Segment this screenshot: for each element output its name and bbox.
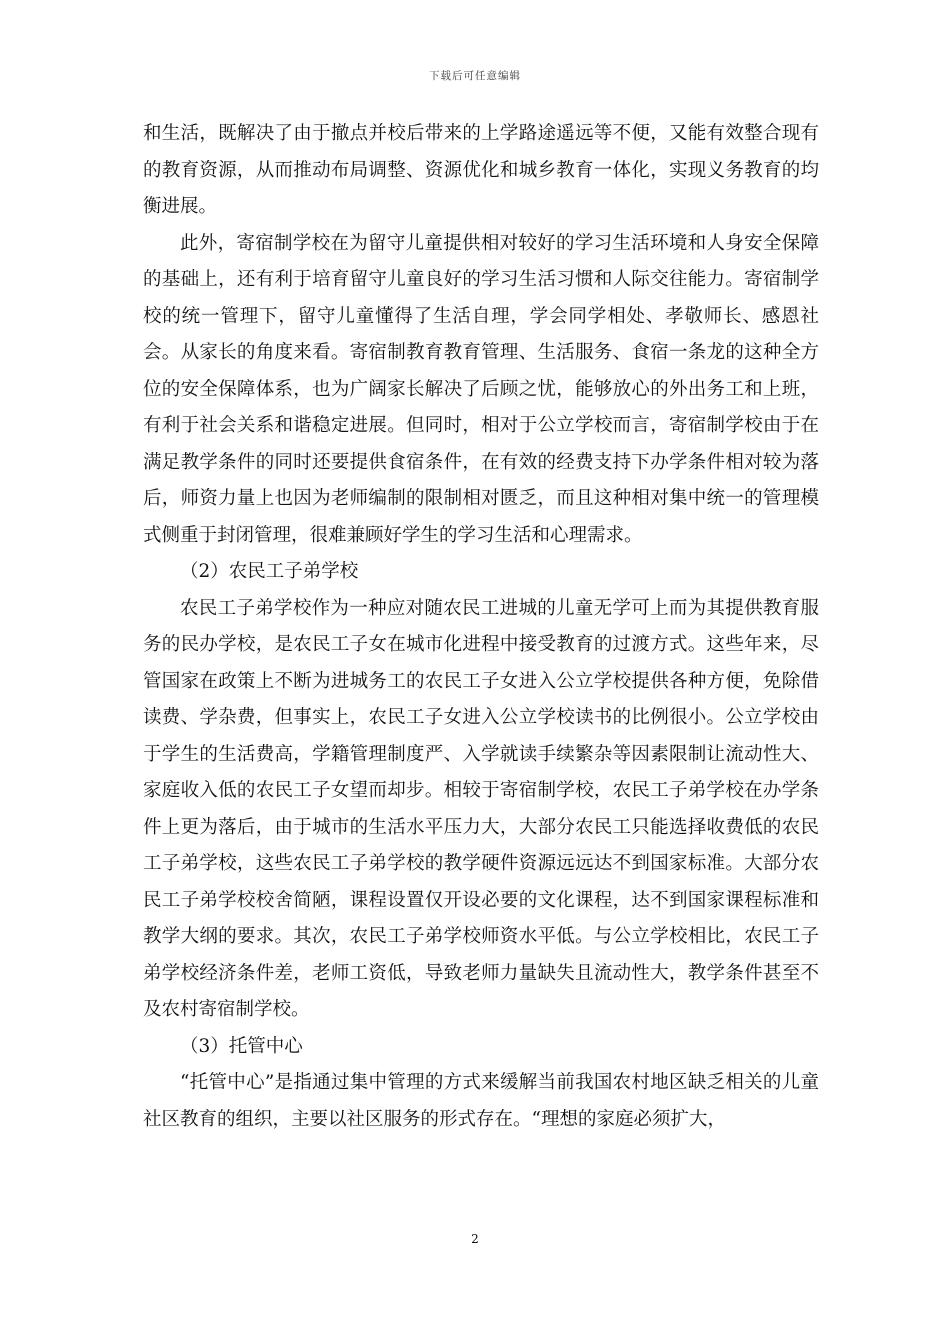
- section-heading-care-center: （3）托管中心: [180, 1035, 303, 1057]
- page-number: 2: [471, 1232, 479, 1246]
- paragraph-boarding-school: 此外，寄宿制学校在为留守儿童提供相对较好的学习生活环境和人身安全保障的基础上，还有利于培育留守儿童良好的学习生活习惯和人际交往能力。寄宿制学校的统一管理下，留守儿童懂得了生活自理，学会同学相处、孝敬师长、感恩社会。从家长的角度来看。寄宿制教育教育管理、生活服务、食宿一条龙的这种全方位的安全保障体系，也为广阔家长解决了后顾之忧，能够放心的外出务工和上班，有利于社会关系和谐稳定进展。但同时，相对于公立学校而言，寄宿制学校由于在满足教学条件的同时还要提供食宿条件，在有效的经费支持下办学条件相对较为落后，师资力量上也因为老师编制的限制相对匮乏，而且这种相对集中统一的管理模式侧重于封闭管理，很难兼顾好学生的学习生活和心理需求。: [143, 232, 819, 546]
- paragraph-migrant-school: 农民工子弟学校作为一种应对随农民工进城的儿童无学可上而为其提供教育服务的民办学校，是农民工子女在城市化进程中接受教育的过渡方式。这些年来，尽管国家在政策上不断为进城务工的农民工子女进入公立学校提供各种方便，免除借读费、学杂费，但事实上，农民工子女进入公立学校读书的比例很小。公立学校由于学生的生活费高，学籍管理制度严、入学就读手续繁杂等因素限制让流动性大、家庭收入低的农民工子女望而却步。相较于寄宿制学校，农民工子弟学校在办学条件上更为落后，由于城市的生活水平压力大，大部分农民工只能选择收费低的农民工子弟学校，这些农民工子弟学校的教学硬件资源远远达不到国家标准。大部分农民工子弟学校校舍简陋，课程设置仅开设必要的文化课程，达不到国家课程标准和教学大纲的要求。其次，农民工子弟学校师资水平低。与公立学校相比，农民工子弟学校经济条件差，老师工资低，导致老师力量缺失且流动性大，教学条件甚至不及农村寄宿制学校。: [143, 597, 819, 1020]
- paragraph-care-center: “托管中心”是指通过集中管理的方式来缓解当前我国农村地区缺乏相关的儿童社区教育的组织，主要以社区服务的形式存在。“理想的家庭必须扩大，: [143, 1072, 819, 1130]
- section-heading-migrant-school: （2）农民工子弟学校: [180, 561, 359, 582]
- page-header: 下载后可任意编辑: [429, 70, 521, 82]
- document-body: [143, 116, 819, 1138]
- paragraph-continuation: 和生活，既解决了由于撤点并校后带来的上学路途遥远等不便，又能有效整合现有的教育资源，从而推动布局调整、资源优化和城乡教育一体化，实现义务教育的均衡进展。: [143, 123, 819, 217]
